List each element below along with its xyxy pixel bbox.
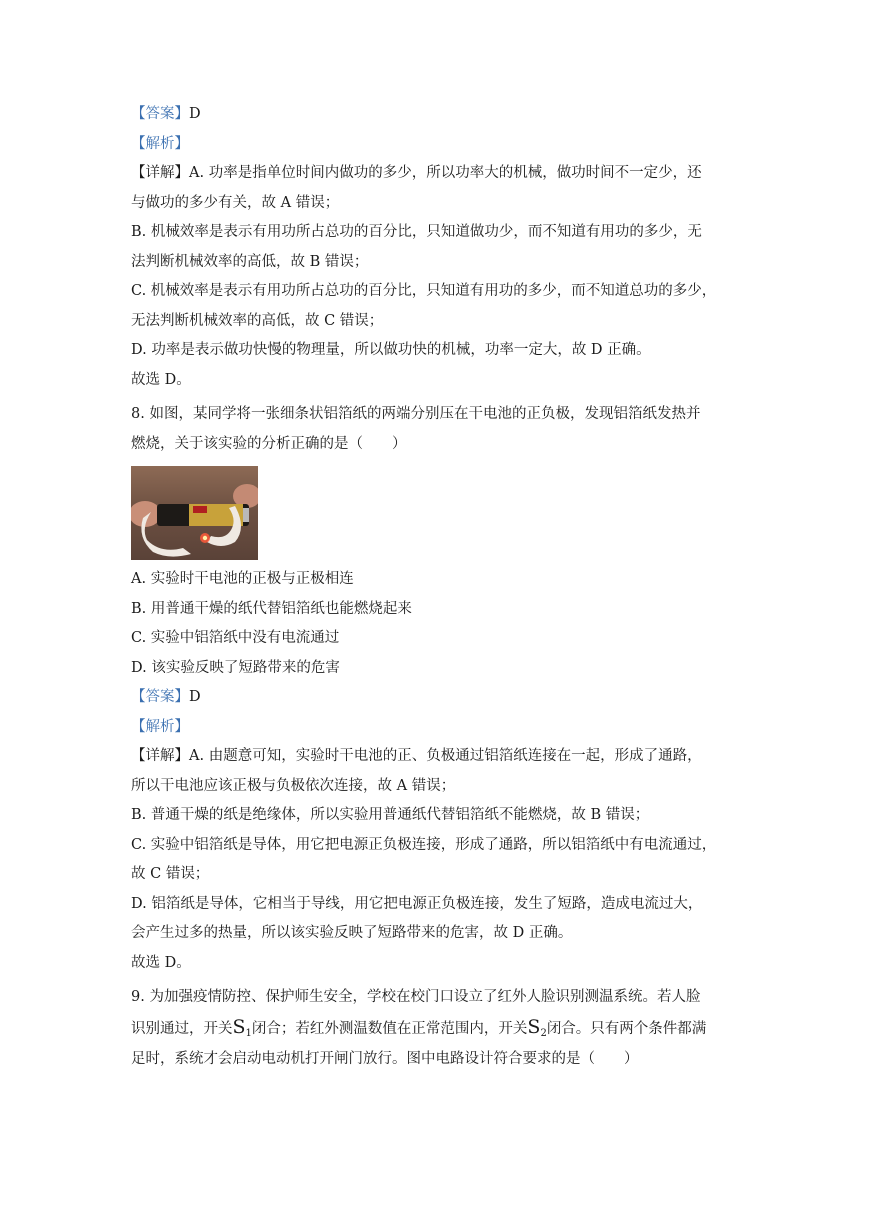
stem-text: 识别通过，开关 [131,1020,233,1037]
stem-line: 8. 如图，某同学将一张细条状铝箔纸的两端分别压在干电池的正负极，发现铝箔纸发热并 [131,406,701,422]
q7-solution [131,100,741,395]
q8-stem [131,400,741,459]
switch-symbol: S [527,1015,541,1038]
detail-text: B. 机械效率是表示有用功所占总功的百分比，只知道做功少，而不知道有用功的多少，无 [131,224,702,240]
detail-text: 所以干电池应该正极与负极依次连接，故 A 错误； [131,777,456,794]
battery-foil-illustration [131,466,258,560]
detail-tag: 【详解】 [131,165,189,181]
switch-subscript: 1 [245,1027,252,1039]
battery-logo [193,506,207,513]
battery-foil-photo [131,466,258,560]
stem-line: 燃烧，关于该实验的分析正确的是（ ） [131,435,407,452]
detail-text: C. 实验中铝箔纸是导体，用它把电源正负极连接，形成了通路，所以铝箔纸中有电流通过， [131,836,717,853]
detail-text: A. 由题意可知，实验时干电池的正、负极通过铝箔纸连接在一起，形成了通路， [189,748,702,764]
option-a: A. 实验时干电池的正极与正极相连 [131,571,354,587]
conclusion: 故选 D。 [131,371,191,388]
answer-value: D [189,689,201,705]
stem-text: 闭合。只有两个条件都满 [546,1020,707,1037]
answer-tag: 【答案】 [131,689,189,705]
battery-terminal [243,508,249,522]
detail-text: 故 C 错误； [131,866,210,882]
analysis-tag: 【解析】 [131,718,189,735]
detail-line [131,742,741,772]
left-finger [131,501,161,527]
option-b: B. 用普通干燥的纸代替铝箔纸也能燃烧起来 [131,600,412,617]
stem-line: 足时，系统才会启动电动机打开闸门放行。图中电路设计符合要求的是（ ） [131,1051,639,1067]
detail-text: B. 普通干燥的纸是绝缘体，所以实验用普通纸代替铝箔纸不能燃烧，故 B 错误； [131,807,650,823]
analysis-tag: 【解析】 [131,135,189,152]
detail-text: D. 铝箔纸是导体，它相当于导线，用它把电源正负极连接，发生了短路，造成电流过大， [131,895,703,912]
stem-line: 9. 为加强疫情防控、保护师生安全，学校在校门口设立了红外人脸识别测温系统。若人脸 [131,989,701,1005]
option-c: C. 实验中铝箔纸中没有电流通过 [131,630,340,646]
detail-text: D. 功率是表示做功快慢的物理量，所以做功快的机械，功率一定大，故 D 正确。 [131,342,651,358]
answer-tag: 【答案】 [131,106,189,122]
conclusion: 故选 D。 [131,954,191,971]
detail-tag: 【详解】 [131,748,189,764]
detail-line [131,159,741,189]
flame-core [203,536,207,540]
detail-text: 会产生过多的热量，所以该实验反映了短路带来的危害，故 D 正确。 [131,925,573,941]
q8-options-solution [131,565,741,978]
answer-line [131,100,741,130]
detail-text: 无法判断机械效率的高低，故 C 错误； [131,312,384,329]
switch-subscript: 2 [540,1027,547,1039]
answer-line [131,683,741,713]
stem-text: 闭合；若红外测温数值在正常范围内，开关 [251,1020,528,1037]
q9-stem [131,983,741,1075]
stem-line [131,1013,741,1046]
detail-text: C. 机械效率是表示有用功所占总功的百分比，只知道有用功的多少，而不知道总功的多少， [131,283,717,299]
switch-symbol: S [232,1015,246,1038]
detail-text: A. 功率是指单位时间内做功的多少，所以功率大的机械，做功时间不一定少，还 [189,165,702,181]
answer-value: D [189,106,201,122]
detail-text: 法判断机械效率的高低，故 B 错误； [131,253,369,270]
detail-text: 与做功的多少有关，故 A 错误； [131,194,340,211]
option-d: D. 该实验反映了短路带来的危害 [131,659,340,676]
